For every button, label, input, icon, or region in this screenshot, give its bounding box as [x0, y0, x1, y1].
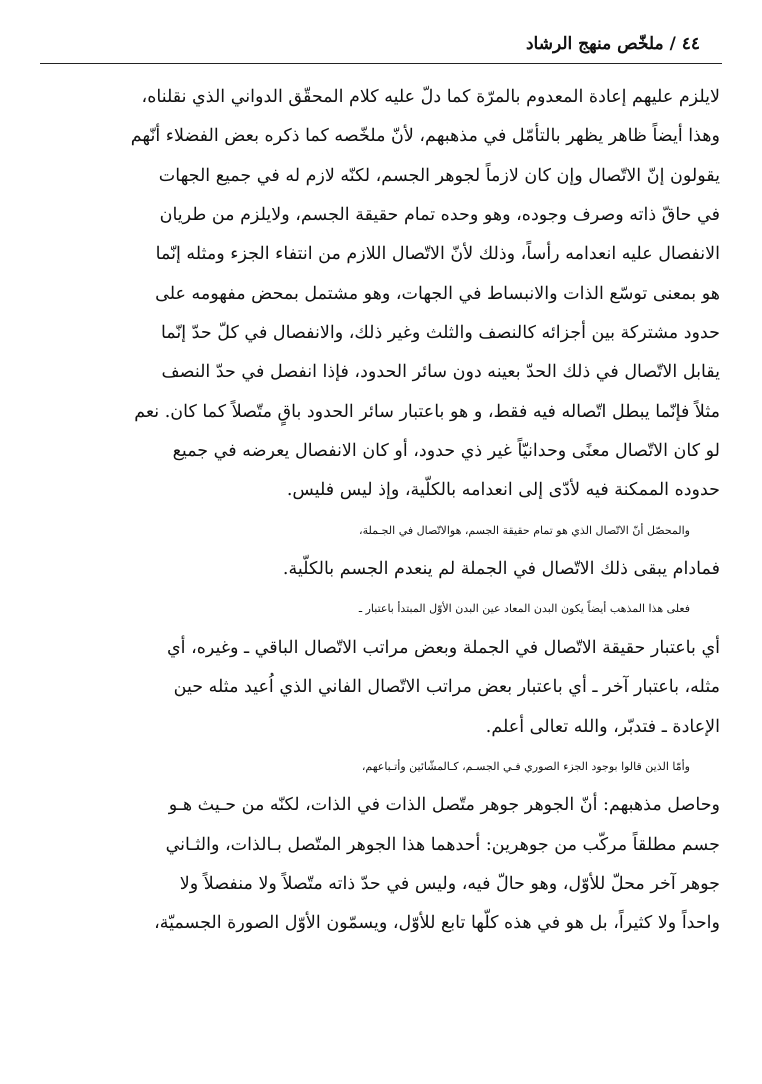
text-line: الانفصال عليه انعدامه رأساً، وذلك لأنّ الاتّصال اللازم من انتفاء الجزء ومثله إنّما: [155, 244, 720, 265]
page-number: ٤٤: [681, 34, 700, 54]
text-line: وحاصل مذهبهم: أنّ الجوهر جوهر متّصل الذات في الذات، لكنّه من حـيث هـو: [168, 795, 720, 816]
text-line: الإعادة ـ فتدبّر، والله تعالى أعلم.: [485, 716, 720, 737]
text-line: واحداً ولا كثيراً، بل هو في هذه كلّها تابع للأوّل، ويسمّون الأوّل الصورة الجسميّة،: [154, 913, 720, 934]
text-line: حدوده الممكنة فيه لأدّى إلى انعدامه بالكلّية، وإذ ليس فليس.: [286, 480, 720, 501]
text-line: حدود مشتركة بين أجزائه كالنصف والثلث وغير ذلك، والانفصال في كلّ حدّ إنّما: [160, 323, 720, 344]
text-line: مثله، باعتبار آخر ـ أي باعتبار بعض مراتب الاتّصال الفاني الذي اُعيد مثله حين: [173, 677, 720, 698]
text-line: هو بمعنى توسّع الذات والانبساط في الجهات، وهو مشتمل بمحض مفهومه على: [155, 283, 720, 304]
book-title: ملخّص منهج الرشاد: [525, 34, 664, 54]
text-line: في حاقّ ذاته وصرف وجوده، وهو وحده تمام حقيقة الجسم، ولايلزم من طريان: [159, 205, 720, 226]
text-line: يقابل الاتّصال في ذلك الحدّ بعينه دون سائر الحدود، فإذا انفصل في حدّ النصف: [161, 362, 720, 383]
header-separator: /: [669, 34, 676, 54]
text-line: وأمّا الذين قالوا بوجود الجزء الصوري فـي الجسـم، كـالمشّائين وأتـباعهم،: [361, 759, 690, 773]
text-line: يقولون إنّ الاتّصال وإن كان لازماً لجوهر الجسم، لكنّه لازم له في جميع الجهات: [158, 165, 720, 186]
text-line: فمادام يبقى ذلك الاتّصال في الجملة لم ينعدم الجسم بالكلّية.: [282, 559, 720, 580]
body-text: [44, 78, 720, 944]
text-line: جوهر آخر محلّ للأوّل، وهو حالّ فيه، وليس في حدّ ذاته متّصلاً ولا منفصلاً ولا: [179, 873, 720, 894]
text-line: أي باعتبار حقيقة الاتّصال في الجملة وبعض مراتب الاتّصال الباقي ـ وغيره، أي: [166, 637, 720, 658]
text-line: لايلزم عليهم إعادة المعدوم بالمرّة كما دلّ عليه كلام المحقّق الدواني الذي نقلناه،: [141, 87, 720, 107]
text-line: وهذا أيضاً ظاهر يظهر بالتأمّل في مذهبهم، لأنّ ملخّصه كما ذكره بعض الفضلاء أنّهم: [130, 126, 720, 147]
header-rule: [40, 63, 722, 64]
running-header: [526, 32, 700, 56]
text-line: لو كان الاتّصال معنًى وحدانيّاً غير ذي حدود، أو كان الانفصال يعرضه في جميع: [172, 441, 720, 462]
text-line: جسم مطلقاً مركّب من جوهرين: أحدهما هذا الجوهر المتّصل بـالذات، والثـاني: [165, 834, 720, 855]
text-line: والمحصّل أنّ الاتّصال الذي هو تمام حقيقة الجسم، هوالاتّصال في الجـملة،: [359, 523, 690, 537]
text-line: مثلاً فإنّما يبطل اتّصاله فيه فقط، و هو باعتبار سائر الحدود باقٍ متّصلاً كما كان. نعم: [134, 401, 720, 422]
text-line: فعلى هذا المذهب أيضاً يكون البدن المعاد عين البدن الأوّل المبتدأ باعتبار ـ: [358, 602, 690, 616]
